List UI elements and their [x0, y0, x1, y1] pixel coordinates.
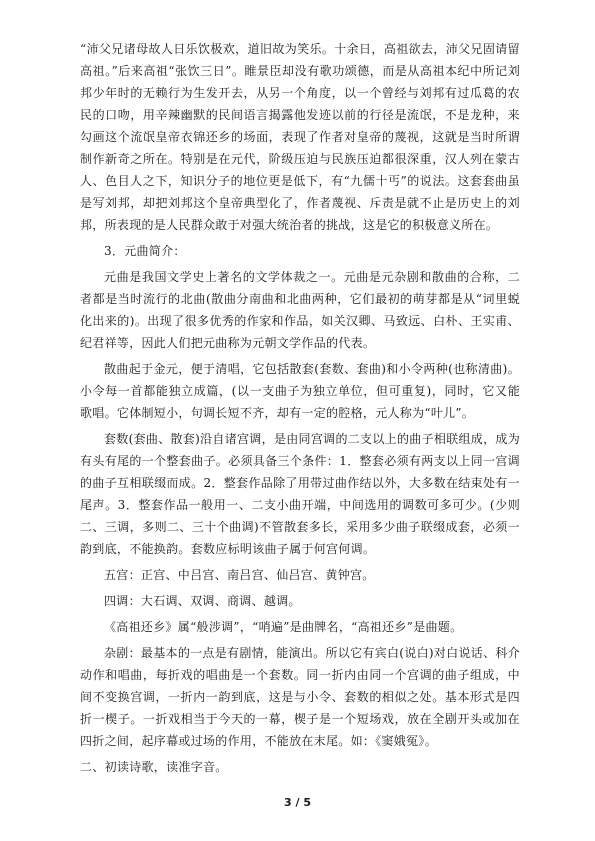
paragraph-sidiao: 四调：大石调、双调、商调、越调。 — [104, 594, 301, 608]
paragraph-taoshu: 套数(套曲、散套)沿自诸宫调，是由同宫调的二支以上的曲子相联组成，成为有头有尾的一个整套曲子。必须具备三个条件：1．整套必须有两支以上同一宫调的曲子互相联缀而成。2．整套作品除了用带过曲作结以外，大多数在结束处有一尾声。3．整套作品一般用一、二支小曲开端，中间选用的调数可多可少。(少则二、三调，多则二、三十个曲调)不管散套多长，采用多少曲子联缀成套，必须一韵到底，不能换韵。套数应标明该曲子属于何宫何调。 — [80, 432, 520, 556]
paragraph-gaozu-analysis: “沛父兄诸母故人日乐饮极欢，道旧故为笑乐。十余日，高祖欲去，沛父兄固请留高祖。”后来高祖“张饮三日”。睢景臣却没有歌功颂德，而是从高祖本纪中所记刘邦少年时的无赖行为生发开去，从另一个角度，以一个曾经与刘邦有过瓜葛的农民的口吻，用辛辣幽默的民间语言揭露他发迹以前的行径是流氓，不是龙种，来勾画这个流氓皇帝衣锦还乡的场面，表现了作者对皇帝的蔑视，这就是当时所谓制作新奇之所在。特别是在元代，阶级压迫与民族压迫都很深重，汉人列在蒙古人、色目人之下，知识分子的地位更是低下，有“九儒十丐”的说法。这套套曲虽是写刘邦，却把刘邦这个皇帝典型化了，作者蔑视、斥责是就不止是历史上的刘邦，所表现的是人民群众敢于对强大统治者的挑战，这是它的积极意义所在。 — [80, 42, 520, 232]
section-heading-yuanqu-intro: 3．元曲简介： — [104, 244, 186, 258]
paragraph-yuanqu-overview: 元曲是我国文学史上著名的文学体裁之一。元曲是元杂剧和散曲的合称，二者都是当时流行的北曲(散曲分南曲和北曲两种，它们最初的萌芽都是从“词里蜕化出来的)。出现了很多优秀的作家和作品，如关汉卿、马致远、白朴、王实甫、纪君祥等，因此人们把元曲称为元朝文学作品的代表。 — [80, 270, 520, 350]
section-heading-reading: 二、初读诗歌，读准字音。 — [80, 760, 228, 774]
paragraph-wugong: 五宫：正宫、中吕宫、南吕宫、仙吕宫、黄钟宫。 — [104, 568, 375, 582]
paragraph-gaozu-huanxiang: 《高祖还乡》属“般涉调”，“哨遍”是曲牌名，“高祖还乡”是曲题。 — [104, 620, 463, 634]
paragraph-sanqu: 散曲起于金元，便于清唱，它包括散套(套数、套曲)和小令两种(也称清曲)。小令每一首都能独立成篇，(以一支曲子为独立单位，但可重复)，同时，它又能歌唱。它体制短小，句调长短不齐，却有一定的腔格，元人称为“叶儿”。 — [80, 362, 520, 420]
document-body — [80, 38, 520, 782]
paragraph-zaju: 杂剧：最基本的一点是有剧情，能演出。所以它有宾白(说白)对白说话、科介动作和唱曲，每折戏的唱曲是一个套数。同一折内由同一个宫调的曲子组成，中间不变换宫调，一折内一韵到底，这是与小令、套数的相似之处。基本形式是四折一楔子。一折戏相当于今天的一幕，楔子是一个短场戏，放在全剧开头或加在四折之间，起序幕或过场的作用，不能放在末尾。如：《窦娥冤》。 — [80, 646, 520, 748]
page-number: 3 / 5 — [284, 796, 311, 809]
